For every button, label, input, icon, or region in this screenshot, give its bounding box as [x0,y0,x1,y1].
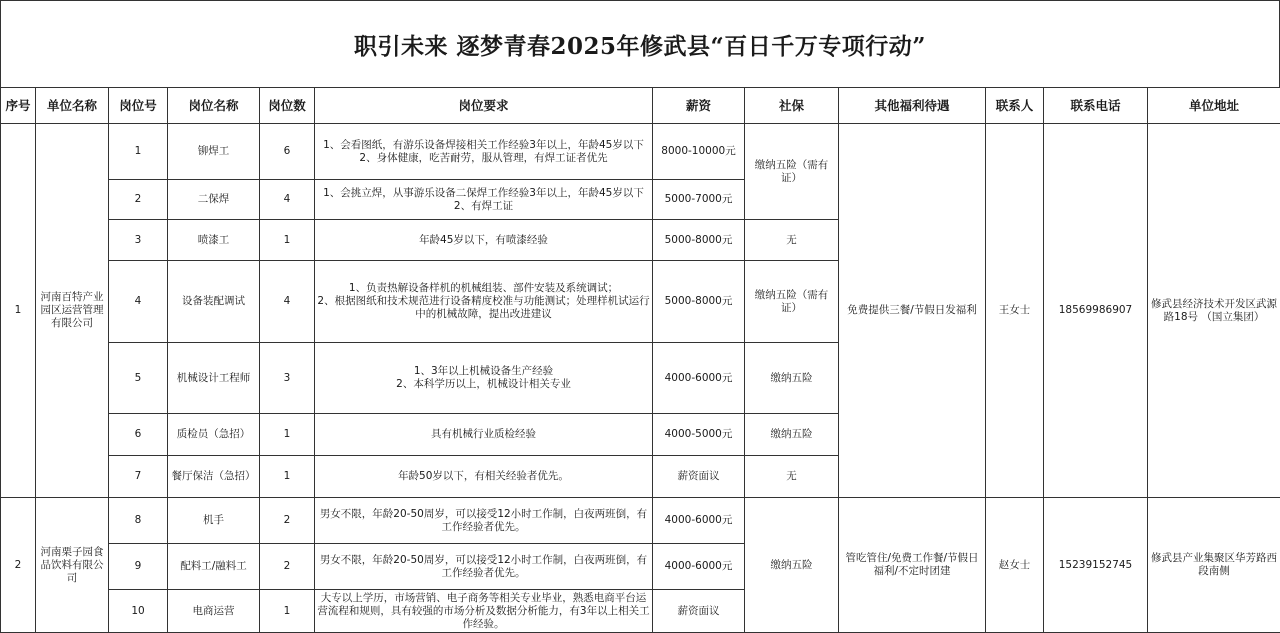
insurance-cell: 缴纳五险 [745,343,839,414]
header-salary: 薪资 [653,88,745,124]
job-requirements-cell: 年龄45岁以下，有喷漆经验 [315,220,653,261]
job-count-cell: 2 [260,544,315,590]
insurance-cell: 缴纳五险 [745,414,839,456]
job-name-cell: 机手 [168,498,260,544]
header-row [1,88,1280,124]
salary-cell: 薪资面议 [653,456,745,498]
benefits-cell: 管吃管住/免费工作餐/节假日福利/不定时团建 [839,498,986,633]
job-count-cell: 4 [260,261,315,343]
job-requirements-cell: 1、会看图纸，有游乐设备焊接相关工作经验3年以上，年龄45岁以下 2、身体健康，吃苦耐劳，服从管理，有焊工证者优先 [315,124,653,180]
salary-cell: 5000-7000元 [653,180,745,220]
insurance-cell: 缴纳五险 [745,498,839,633]
header-job-no: 岗位号 [109,88,168,124]
benefits-cell: 免费提供三餐/节假日发福利 [839,124,986,498]
phone-cell: 18569986907 [1044,124,1148,498]
company-name-cell: 河南栗子园食品饮料有限公司 [36,498,109,633]
job-name-cell: 机械设计工程师 [168,343,260,414]
job-requirements-cell: 男女不限，年龄20-50周岁，可以接受12小时工作制，白夜两班倒，有工作经验者优先。 [315,544,653,590]
job-name-cell: 铆焊工 [168,124,260,180]
job-requirements-cell: 大专以上学历，市场营销、电子商务等相关专业毕业，熟悉电商平台运营流程和规则，具有较强的市场分析及数据分析能力，有3年以上相关工作经验。 [315,590,653,633]
phone-cell: 15239152745 [1044,498,1148,633]
header-company: 单位名称 [36,88,109,124]
job-no-cell: 7 [109,456,168,498]
salary-cell: 5000-8000元 [653,261,745,343]
job-count-cell: 1 [260,456,315,498]
seq-cell: 2 [1,498,36,633]
job-no-cell: 9 [109,544,168,590]
job-no-cell: 1 [109,124,168,180]
job-name-cell: 设备装配调试 [168,261,260,343]
seq-cell: 1 [1,124,36,498]
job-count-cell: 3 [260,343,315,414]
company-name-cell: 河南百特产业园区运营管理有限公司 [36,124,109,498]
contact-cell: 王女士 [986,124,1044,498]
address-cell: 修武县产业集聚区华芳路西段南侧 [1148,498,1280,633]
job-no-cell: 10 [109,590,168,633]
table-row [1,124,1280,180]
job-count-cell: 1 [260,590,315,633]
job-count-cell: 4 [260,180,315,220]
job-requirements-cell: 年龄50岁以下，有相关经验者优先。 [315,456,653,498]
salary-cell: 薪资面议 [653,590,745,633]
job-no-cell: 6 [109,414,168,456]
job-requirements-cell: 具有机械行业质检经验 [315,414,653,456]
job-requirements-cell: 1、3年以上机械设备生产经验 2、本科学历以上，机械设计相关专业 [315,343,653,414]
job-count-cell: 6 [260,124,315,180]
job-name-cell: 餐厅保洁（急招） [168,456,260,498]
job-no-cell: 4 [109,261,168,343]
salary-cell: 8000-10000元 [653,124,745,180]
salary-cell: 4000-6000元 [653,544,745,590]
job-count-cell: 1 [260,414,315,456]
header-address: 单位地址 [1148,88,1280,124]
job-table [0,87,1280,633]
address-cell: 修武县经济技术开发区武源路18号 （国立集团） [1148,124,1280,498]
job-requirements-cell: 男女不限，年龄20-50周岁，可以接受12小时工作制，白夜两班倒，有工作经验者优先。 [315,498,653,544]
job-no-cell: 2 [109,180,168,220]
header-job-name: 岗位名称 [168,88,260,124]
insurance-cell: 缴纳五险（需有证） [745,261,839,343]
job-count-cell: 1 [260,220,315,261]
job-name-cell: 配料工/融料工 [168,544,260,590]
job-requirements-cell: 1、会挑立焊，从事游乐设备二保焊工作经验3年以上，年龄45岁以下 2、有焊工证 [315,180,653,220]
header-contact: 联系人 [986,88,1044,124]
header-benefits: 其他福利待遇 [839,88,986,124]
job-no-cell: 5 [109,343,168,414]
insurance-cell: 无 [745,456,839,498]
job-name-cell: 电商运营 [168,590,260,633]
header-insurance: 社保 [745,88,839,124]
job-requirements-cell: 1、负责热解设备样机的机械组装、部件安装及系统调试； 2、根据图纸和技术规范进行设备精度校准与功能测试；处理样机试运行中的机械故障，提出改进建议 [315,261,653,343]
job-name-cell: 喷漆工 [168,220,260,261]
salary-cell: 4000-6000元 [653,343,745,414]
insurance-cell: 缴纳五险（需有证） [745,124,839,220]
header-requirements: 岗位要求 [315,88,653,124]
salary-cell: 4000-5000元 [653,414,745,456]
header-seq: 序号 [1,88,36,124]
header-count: 岗位数 [260,88,315,124]
job-no-cell: 8 [109,498,168,544]
table-row [1,498,1280,544]
page-title: 职引未来 逐梦青春2025年修武县“百日千万专项行动” [0,0,1280,87]
salary-cell: 4000-6000元 [653,498,745,544]
job-no-cell: 3 [109,220,168,261]
insurance-cell: 无 [745,220,839,261]
header-phone: 联系电话 [1044,88,1148,124]
job-name-cell: 质检员（急招） [168,414,260,456]
job-name-cell: 二保焊 [168,180,260,220]
salary-cell: 5000-8000元 [653,220,745,261]
contact-cell: 赵女士 [986,498,1044,633]
job-count-cell: 2 [260,498,315,544]
